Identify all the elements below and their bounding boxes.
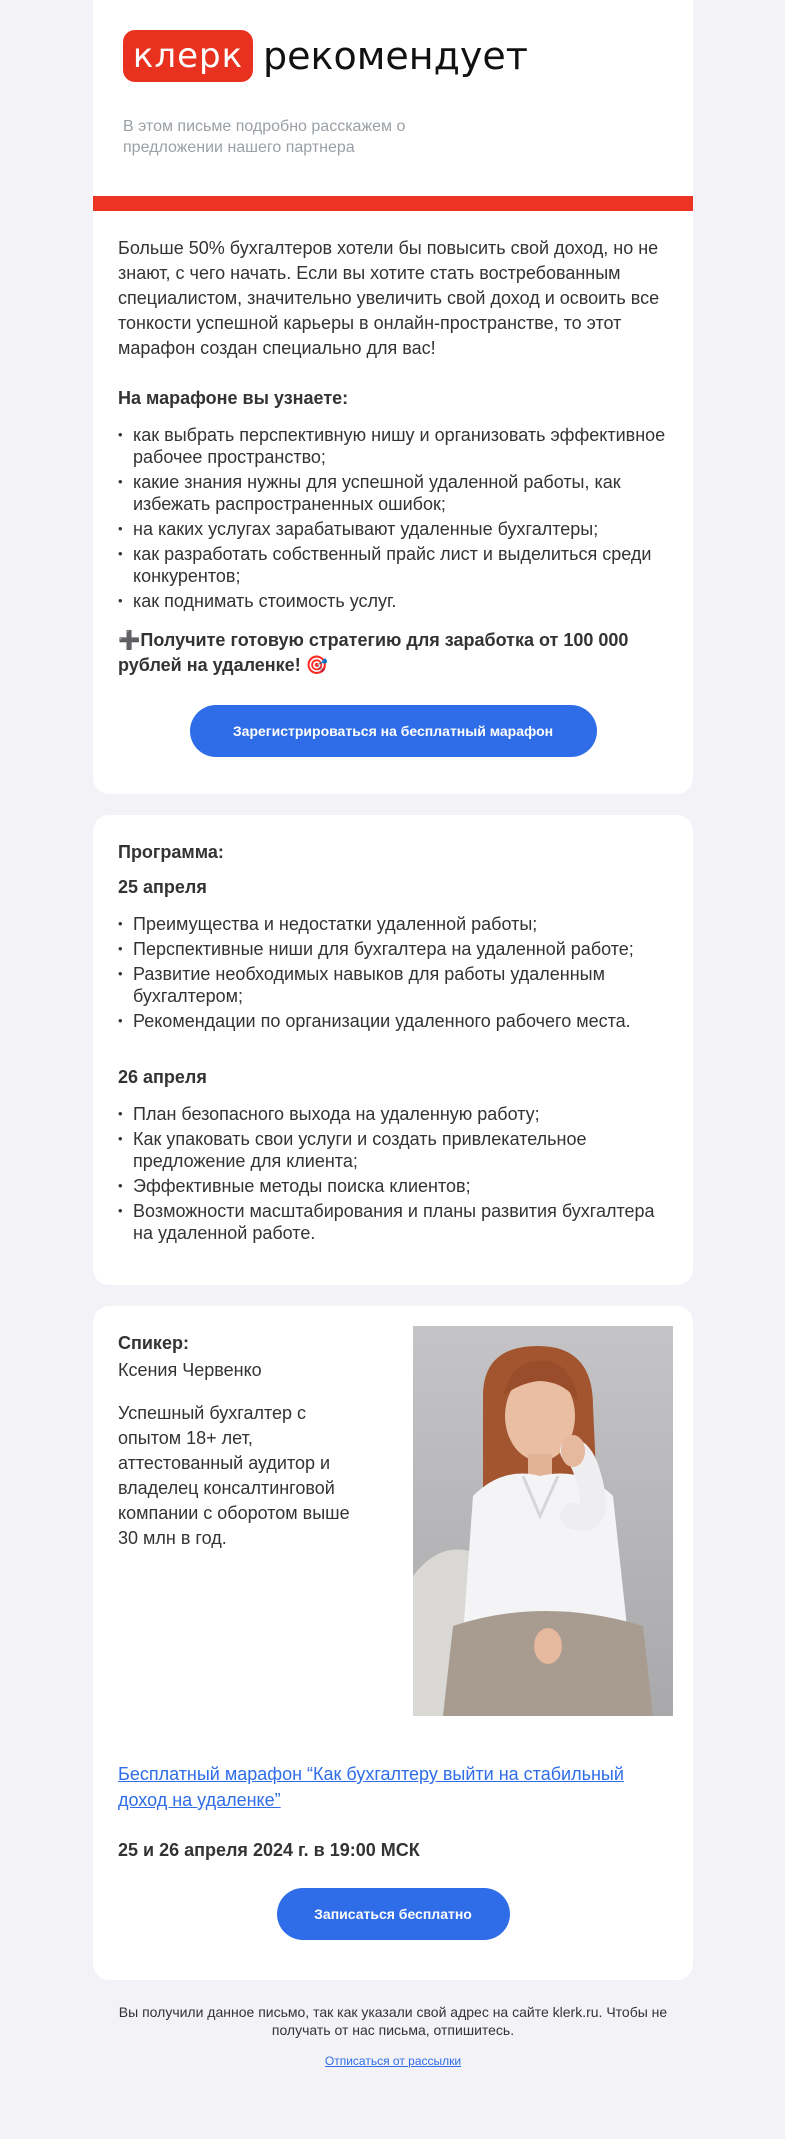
list-item: • как поднимать стоимость услуг. (118, 590, 668, 612)
accent-divider (93, 196, 693, 211)
day-date: 26 апреля (118, 1067, 207, 1087)
list-item: • Преимущества и недостатки удаленной работы; (118, 913, 668, 935)
list-item: • Перспективные ниши для бухгалтера на удаленной работе; (118, 938, 668, 960)
speaker-label: Спикер: (118, 1333, 189, 1353)
list-item: • как разработать собственный прайс лист и выделиться среди конкурентов; (118, 543, 668, 587)
list-item: • какие знания нужны для успешной удаленной работы, как избежать распространенных ошибок; (118, 471, 668, 515)
speaker-card (93, 1306, 693, 1736)
learn-title: На марафоне вы узнаете: (118, 388, 349, 408)
intro-paragraph: Больше 50% бухгалтеров хотели бы повысить свой доход, но не знают, с чего начать. Если вы хотите стать востребованным специалистом, значительно увеличить свой доход и освоить все тонкости успешной карьеры в онлайн-пространстве, то этот марафон создан специально для вас! (118, 238, 660, 358)
register-button[interactable]: Зарегистрироваться на бесплатный марафон (190, 705, 597, 757)
brand-row (123, 30, 663, 82)
speaker-name: Ксения Червенко (118, 1360, 262, 1380)
unsubscribe-link[interactable]: Отписаться от рассылки (324, 2054, 462, 2068)
header-title: рекомендует (263, 34, 528, 78)
list-item: • Развитие необходимых навыков для работы удаленным бухгалтером; (118, 963, 668, 1007)
strategy-text: ➕Получите готовую стратегию для заработка от 100 000 рублей на удаленке! 🎯 (118, 630, 629, 675)
signup-button[interactable]: Записаться бесплатно (277, 1888, 510, 1940)
day-date: 25 апреля (118, 877, 207, 897)
speaker-photo (413, 1326, 673, 1716)
header-subtitle: В этом письме подробно расскажем о предложении нашего партнера (123, 118, 406, 156)
footer (93, 2003, 693, 2070)
speaker-portrait-image (413, 1326, 673, 1716)
list-item: • как выбрать перспективную нишу и организовать эффективное рабочее пространство; (118, 424, 668, 468)
list-item: • Возможности масштабирования и планы развития бухгалтера на удаленной работе. (118, 1200, 668, 1244)
marathon-date: 25 и 26 апреля 2024 г. в 19:00 МСК (118, 1840, 420, 1860)
day-list (118, 913, 668, 1032)
klerk-logo[interactable]: клерк (123, 30, 253, 82)
day-list (118, 1103, 668, 1244)
speaker-bio: Успешный бухгалтер с опытом 18+ лет, аттестованный аудитор и владелец консалтинговой компании с оборотом выше 30 млн в год. (118, 1403, 350, 1548)
list-item: • на каких услугах зарабатывают удаленные бухгалтеры; (118, 518, 668, 540)
marathon-link[interactable]: Бесплатный марафон “Как бухгалтеру выйти на стабильный доход на удаленке” (118, 1764, 624, 1810)
intro-card (93, 211, 693, 794)
list-item: • Как упаковать свои услуги и создать привлекательное предложение для клиента; (118, 1128, 668, 1172)
list-item: • Рекомендации по организации удаленного рабочего места. (118, 1010, 668, 1032)
program-title: Программа: (118, 842, 224, 862)
list-item: • План безопасного выхода на удаленную работу; (118, 1103, 668, 1125)
learn-list (118, 424, 668, 612)
program-card (93, 815, 693, 1285)
header-card (93, 0, 693, 211)
list-item: • Эффективные методы поиска клиентов; (118, 1175, 668, 1197)
footer-notice: Вы получили данное письмо, так как указали свой адрес на сайте klerk.ru. Чтобы не получать от нас письма, отпишитесь. (118, 2004, 668, 2038)
cta-card (93, 1736, 693, 1980)
